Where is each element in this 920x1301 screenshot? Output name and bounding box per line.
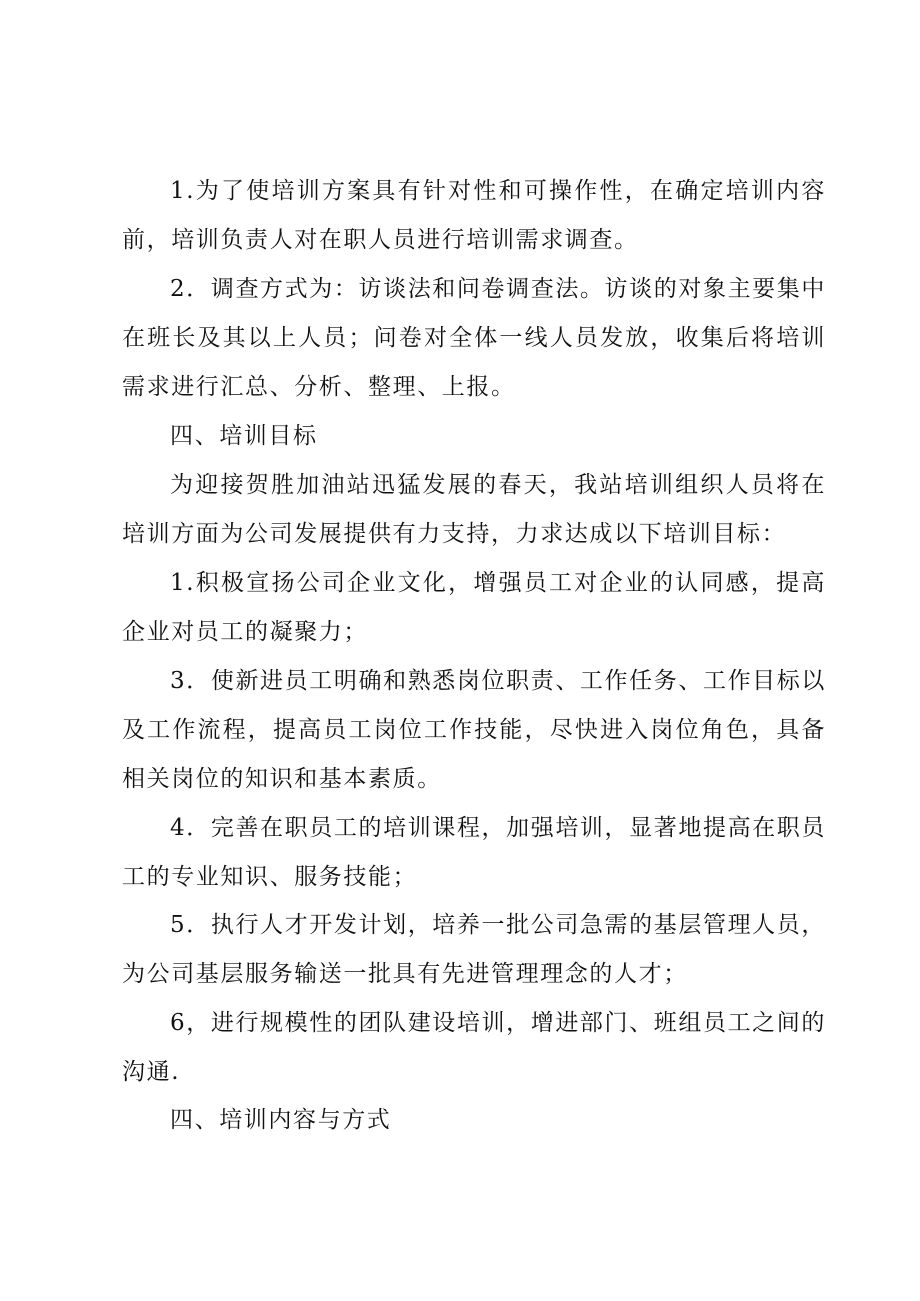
goal-item-3: 3．使新进员工明确和熟悉岗位职责、工作任务、工作目标以及工作流程，提高员工岗位工作技能，尽快进入岗位角色，具备相关岗位的知识和基本素质。: [122, 668, 826, 792]
paragraph-survey-method: 2．调查方式为：访谈法和问卷调查法。访谈的对象主要集中在班长及其以上人员；问卷对全体一线人员发放，收集后将培训需求进行汇总、分析、整理、上报。: [122, 276, 826, 400]
paragraph-survey-purpose: 1.为了使培训方案具有针对性和可操作性，在确定培训内容前，培训负责人对在职人员进行培训需求调查。: [122, 178, 826, 253]
goal-item-1: 1.积极宣扬公司企业文化，增强员工对企业的认同感，提高企业对员工的凝聚力；: [122, 570, 826, 645]
goal-item-6: 6，进行规模性的团队建设培训，增进部门、班组员工之间的沟通.: [122, 1010, 826, 1085]
goal-item-4: 4．完善在职员工的培训课程，加强培训，显著地提高在职员工的专业知识、服务技能；: [122, 815, 826, 890]
section-heading-training-goals: 四、培训目标: [170, 423, 318, 449]
section-heading-training-content: 四、培训内容与方式: [170, 1107, 392, 1133]
goal-item-5: 5．执行人才开发计划，培养一批公司急需的基层管理人员，为公司基层服务输送一批具有先进管理理念的人才；: [122, 912, 826, 987]
paragraph-goals-intro: 为迎接贺胜加油站迅猛发展的春天，我站培训组织人员将在培训方面为公司发展提供有力支持，力求达成以下培训目标：: [122, 472, 826, 547]
